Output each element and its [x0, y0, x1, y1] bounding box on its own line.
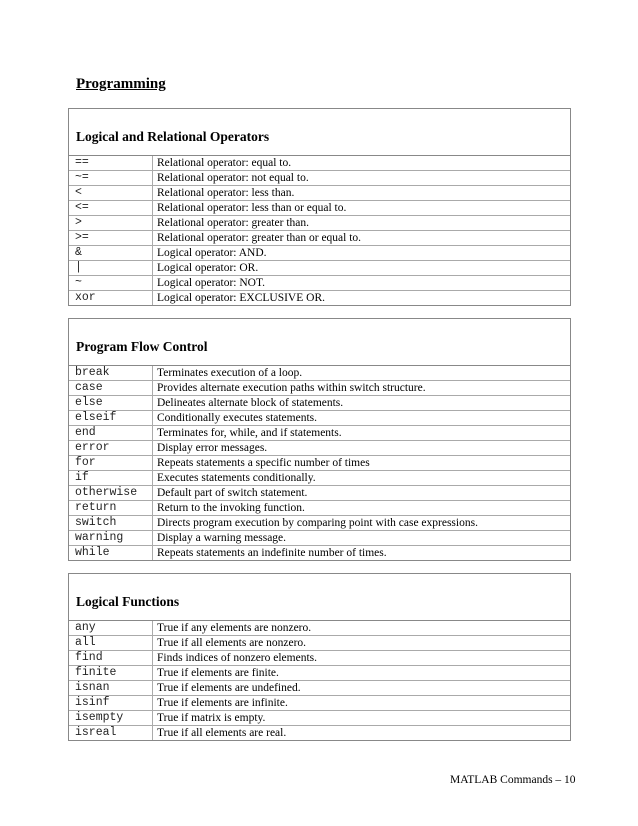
command-name: isnan	[69, 681, 153, 696]
command-description: True if elements are infinite.	[153, 696, 571, 711]
command-description: Finds indices of nonzero elements.	[153, 651, 571, 666]
command-description: Relational operator: less than.	[153, 186, 571, 201]
command-description: Relational operator: not equal to.	[153, 171, 571, 186]
command-description: Conditionally executes statements.	[153, 411, 571, 426]
command-table	[69, 156, 570, 305]
command-description: Provides alternate execution paths within switch structure.	[153, 381, 571, 396]
command-name: ~	[69, 276, 153, 291]
table-row	[69, 471, 570, 486]
table-row	[69, 531, 570, 546]
section-header	[69, 574, 570, 621]
table-row	[69, 726, 570, 741]
command-name: any	[69, 621, 153, 636]
command-description: True if matrix is empty.	[153, 711, 571, 726]
command-description: Delineates alternate block of statements.	[153, 396, 571, 411]
command-name: >=	[69, 231, 153, 246]
command-name: <	[69, 186, 153, 201]
section-header	[69, 319, 570, 366]
table-row	[69, 501, 570, 516]
command-description: Relational operator: greater than or equal to.	[153, 231, 571, 246]
table-row	[69, 516, 570, 531]
table-row	[69, 381, 570, 396]
command-name: else	[69, 396, 153, 411]
table-row	[69, 261, 570, 276]
command-table	[69, 621, 570, 740]
command-description: Logical operator: OR.	[153, 261, 571, 276]
page-title: Programming	[76, 76, 166, 92]
table-row	[69, 456, 570, 471]
table-row	[69, 291, 570, 306]
command-description: True if all elements are real.	[153, 726, 571, 741]
command-description: Relational operator: less than or equal to.	[153, 201, 571, 216]
command-table-body	[69, 621, 570, 740]
section-title: Program Flow Control	[76, 339, 208, 354]
table-row	[69, 486, 570, 501]
command-name: >	[69, 216, 153, 231]
command-name: xor	[69, 291, 153, 306]
command-description: True if any elements are nonzero.	[157, 622, 312, 634]
command-description: Return to the invoking function.	[153, 501, 571, 516]
command-description: Default part of switch statement.	[153, 486, 571, 501]
command-description: True if elements are undefined.	[153, 681, 571, 696]
section-title: Logical and Relational Operators	[76, 129, 270, 144]
command-name: elseif	[69, 411, 153, 426]
table-row	[69, 681, 570, 696]
command-description: Logical operator: AND.	[153, 246, 571, 261]
command-name: for	[69, 456, 153, 471]
command-name: return	[69, 501, 153, 516]
command-name: isreal	[69, 726, 153, 741]
table-row	[69, 426, 570, 441]
command-description: Display error messages.	[153, 441, 571, 456]
command-name: ~=	[69, 171, 153, 186]
command-name: case	[69, 381, 153, 396]
table-row	[69, 156, 570, 171]
section-logical-functions	[68, 573, 571, 741]
command-description: True if all elements are nonzero.	[153, 636, 571, 651]
command-description: Logical operator: NOT.	[153, 276, 571, 291]
command-name: &	[69, 246, 153, 261]
command-name: finite	[69, 666, 153, 681]
table-row	[69, 711, 570, 726]
command-name: end	[69, 426, 153, 441]
table-row	[69, 651, 570, 666]
command-description: Directs program execution by comparing point with case expressions.	[153, 516, 571, 531]
command-name: while	[69, 546, 153, 561]
command-description: Relational operator: equal to.	[157, 157, 292, 169]
command-name: if	[69, 471, 153, 486]
table-row	[69, 171, 570, 186]
command-name: |	[69, 261, 153, 276]
command-description: Executes statements conditionally.	[153, 471, 571, 486]
command-table-body	[69, 156, 570, 305]
page-footer: MATLAB Commands – 10	[450, 774, 576, 786]
command-name: find	[69, 651, 153, 666]
command-name: warning	[69, 531, 153, 546]
table-row	[69, 441, 570, 456]
section-header	[69, 109, 570, 156]
table-row	[69, 696, 570, 711]
command-name: <=	[69, 201, 153, 216]
table-row	[69, 276, 570, 291]
command-description: True if elements are finite.	[153, 666, 571, 681]
table-row	[69, 246, 570, 261]
command-description: Repeats statements an indefinite number of times.	[153, 546, 571, 561]
command-name: switch	[69, 516, 153, 531]
command-description: Repeats statements a specific number of times	[153, 456, 571, 471]
command-name: otherwise	[69, 486, 153, 501]
table-row	[69, 636, 570, 651]
table-row	[69, 411, 570, 426]
command-description: Terminates execution of a loop.	[157, 367, 303, 379]
table-row	[69, 231, 570, 246]
table-row	[69, 201, 570, 216]
table-row	[69, 366, 570, 381]
table-row	[69, 546, 570, 561]
command-name: isempty	[69, 711, 153, 726]
command-description: Terminates for, while, and if statements.	[153, 426, 571, 441]
command-name: error	[69, 441, 153, 456]
command-description: Logical operator: EXCLUSIVE OR.	[153, 291, 571, 306]
command-name: all	[69, 636, 153, 651]
section-program-flow-control	[68, 318, 571, 561]
command-description: Display a warning message.	[153, 531, 571, 546]
section-logical-relational-operators	[68, 108, 571, 306]
table-row	[69, 396, 570, 411]
command-description: Relational operator: greater than.	[153, 216, 571, 231]
table-row	[69, 666, 570, 681]
section-title: Logical Functions	[76, 594, 180, 609]
command-table	[69, 366, 570, 560]
table-row	[69, 621, 570, 636]
command-name: break	[69, 366, 153, 381]
command-name: ==	[69, 156, 153, 171]
command-name: isinf	[69, 696, 153, 711]
command-table-body	[69, 366, 570, 560]
table-row	[69, 186, 570, 201]
table-row	[69, 216, 570, 231]
